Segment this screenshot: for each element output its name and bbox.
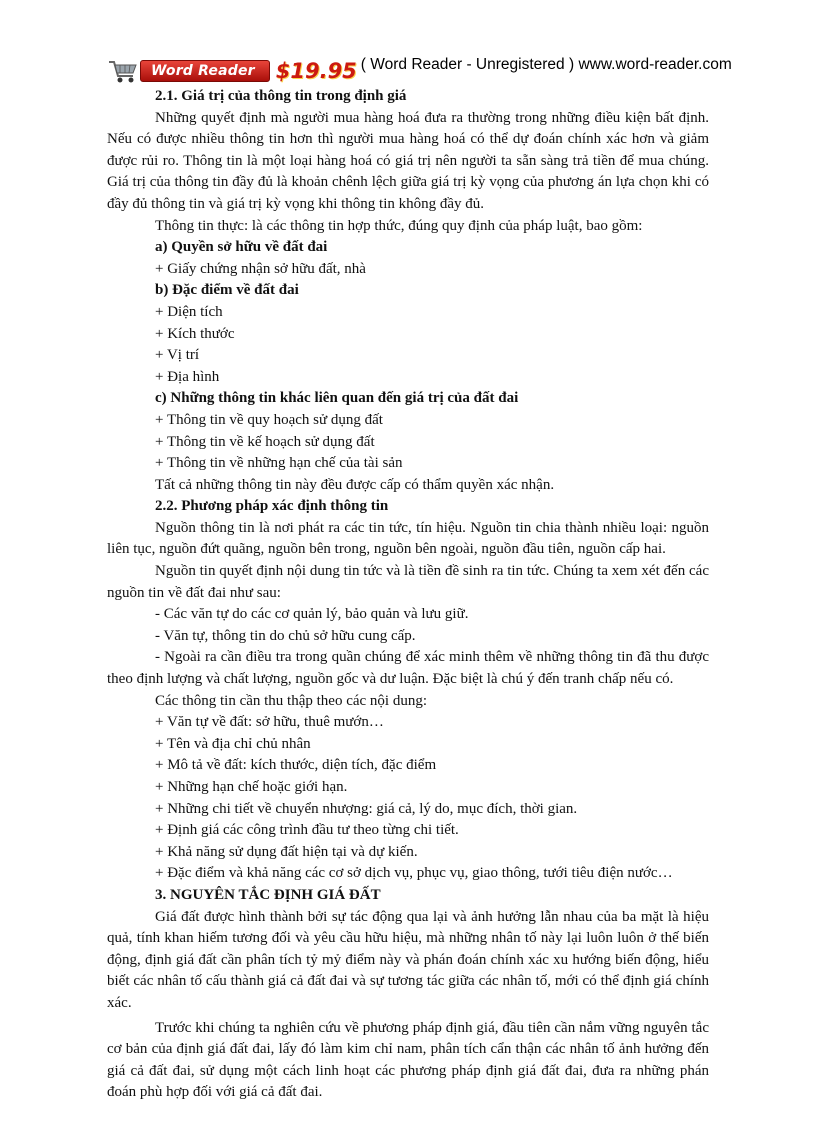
paragraph: Giá đất được hình thành bởi sự tác động qua lại và ảnh hưởng lẫn nhau của ba mặt là hiệu quả, tính khan hiếm tương đối và yêu cầu hữu hiệu, mà những nhân tố này lại luôn luôn ở thế biến động, định giá đất cần phân tích tỷ mỷ điểm này và phán đoán chính xác xu hướng biến động, hiểu biết các nhân tố cấu thành giá cả đất đai và sự tương tác giữa các nhân tố, mới có thể định giá chính xác. [107, 908, 709, 1011]
paragraph: Thông tin thực: là các thông tin hợp thức, đúng quy định của pháp luật, bao gồm: [155, 217, 643, 234]
list-item: + Diện tích [155, 303, 223, 320]
list-item: + Thông tin về kế hoạch sử dụng đất [155, 433, 375, 450]
list-item: + Những hạn chế hoặc giới hạn. [155, 779, 348, 795]
list-item: + Địa hình [155, 368, 220, 385]
shopping-cart-icon [108, 57, 138, 85]
document-body [107, 86, 709, 1104]
list-item: + Mô tả về đất: kích thước, diện tích, đặc điểm [155, 757, 437, 774]
list-item: + Văn tự về đất: sở hữu, thuê mướn… [155, 714, 384, 731]
word-reader-banner[interactable] [108, 56, 732, 86]
unregistered-notice: ( Word Reader - Unregistered ) www.word-reader.com [360, 56, 732, 73]
product-badge: Word Reader [140, 60, 270, 82]
paragraph: Trước khi chúng ta nghiên cứu về phương pháp định giá, đầu tiên cần nắm vững nguyên tắc cơ bản của định giá đất đai, lấy đó làm kim chỉ nam, phân tích cẩn thận các nhân tố ảnh hưởng đến giá cả đất đai, sử dụng một cách linh hoạt các phương pháp định giá đất đai, đưa ra những phán đoán phù hợp đối với giá cả đất đai. [107, 1019, 709, 1101]
paragraph: Tất cả những thông tin này đều được cấp có thẩm quyền xác nhận. [155, 476, 555, 493]
list-item: + Thông tin về quy hoạch sử dụng đất [155, 411, 383, 428]
paragraph: Những quyết định mà người mua hàng hoá đưa ra thường trong những điều kiện bất định. Nếu có được nhiều thông tin hơn thì người mua hàng hoá có thể dự đoán chính xác hơn và giảm được rủi ro. Thông tin là một loại hàng hoá có giá trị nên người ta sẵn sàng trả tiền để mua chúng. Giá trị của thông tin đầy đủ là khoản chênh lệch giữa giá trị kỳ vọng của phương án lựa chọn khi có đầy đủ thông tin và giá trị kỳ vọng khi thông tin không đầy đủ. [107, 109, 709, 212]
dash-item: - Ngoài ra cần điều tra trong quần chúng để xác minh thêm về những thông tin đã thu được theo định lượng và chất lượng, nguồn gốc và dư luận. Đặc biệt là chú ý đến tranh chấp nếu có. [107, 649, 709, 688]
subheading-b: b) Đặc điểm về đất đai [155, 282, 299, 299]
list-item: + Vị trí [155, 347, 200, 364]
section-heading-2-1: 2.1. Giá trị của thông tin trong định giá [155, 88, 407, 104]
list-item: + Định giá các công trình đầu tư theo từng chi tiết. [155, 822, 459, 839]
list-item: + Tên và địa chỉ chủ nhân [155, 735, 311, 752]
list-item: + Kích thước [155, 325, 235, 342]
list-item: + Khả năng sử dụng đất hiện tại và dự kiến. [155, 843, 418, 860]
paragraph: Nguồn thông tin là nơi phát ra các tin tức, tín hiệu. Nguồn tin chia thành nhiều loại: nguồn liên tục, nguồn đứt quãng, nguồn bên trong, nguồn bên ngoài, nguồn đầu tiên, nguồn cấp hai. [107, 519, 709, 558]
subheading-c: c) Những thông tin khác liên quan đến giá trị của đất đai [155, 390, 519, 407]
dash-item: - Văn tự, thông tin do chủ sở hữu cung cấp. [155, 627, 416, 644]
subheading-a: a) Quyền sở hữu về đất đai [155, 239, 328, 256]
section-heading-3: 3. NGUYÊN TẮC ĐỊNH GIÁ ĐẤT [155, 886, 381, 903]
paragraph: Nguồn tin quyết định nội dung tin tức và là tiền đề sinh ra tin tức. Chúng ta xem xét đến các nguồn tin về đất đai như sau: [107, 563, 709, 601]
list-item: + Giấy chứng nhận sở hữu đất, nhà [155, 260, 366, 277]
section-heading-2-2: 2.2. Phương pháp xác định thông tin [155, 498, 389, 515]
price-tag: $19.95 [275, 59, 357, 83]
list-item: + Đặc điểm và khả năng các cơ sở dịch vụ, phục vụ, giao thông, tưới tiêu điện nước… [155, 865, 673, 882]
list-item: + Những chi tiết về chuyển nhượng: giá cả, lý do, mục đích, thời gian. [155, 800, 578, 817]
dash-item: - Các văn tự do các cơ quản lý, bảo quản và lưu giữ. [155, 606, 469, 623]
paragraph: Các thông tin cần thu thập theo các nội dung: [155, 692, 428, 709]
list-item: + Thông tin về những hạn chế của tài sản [155, 455, 403, 472]
